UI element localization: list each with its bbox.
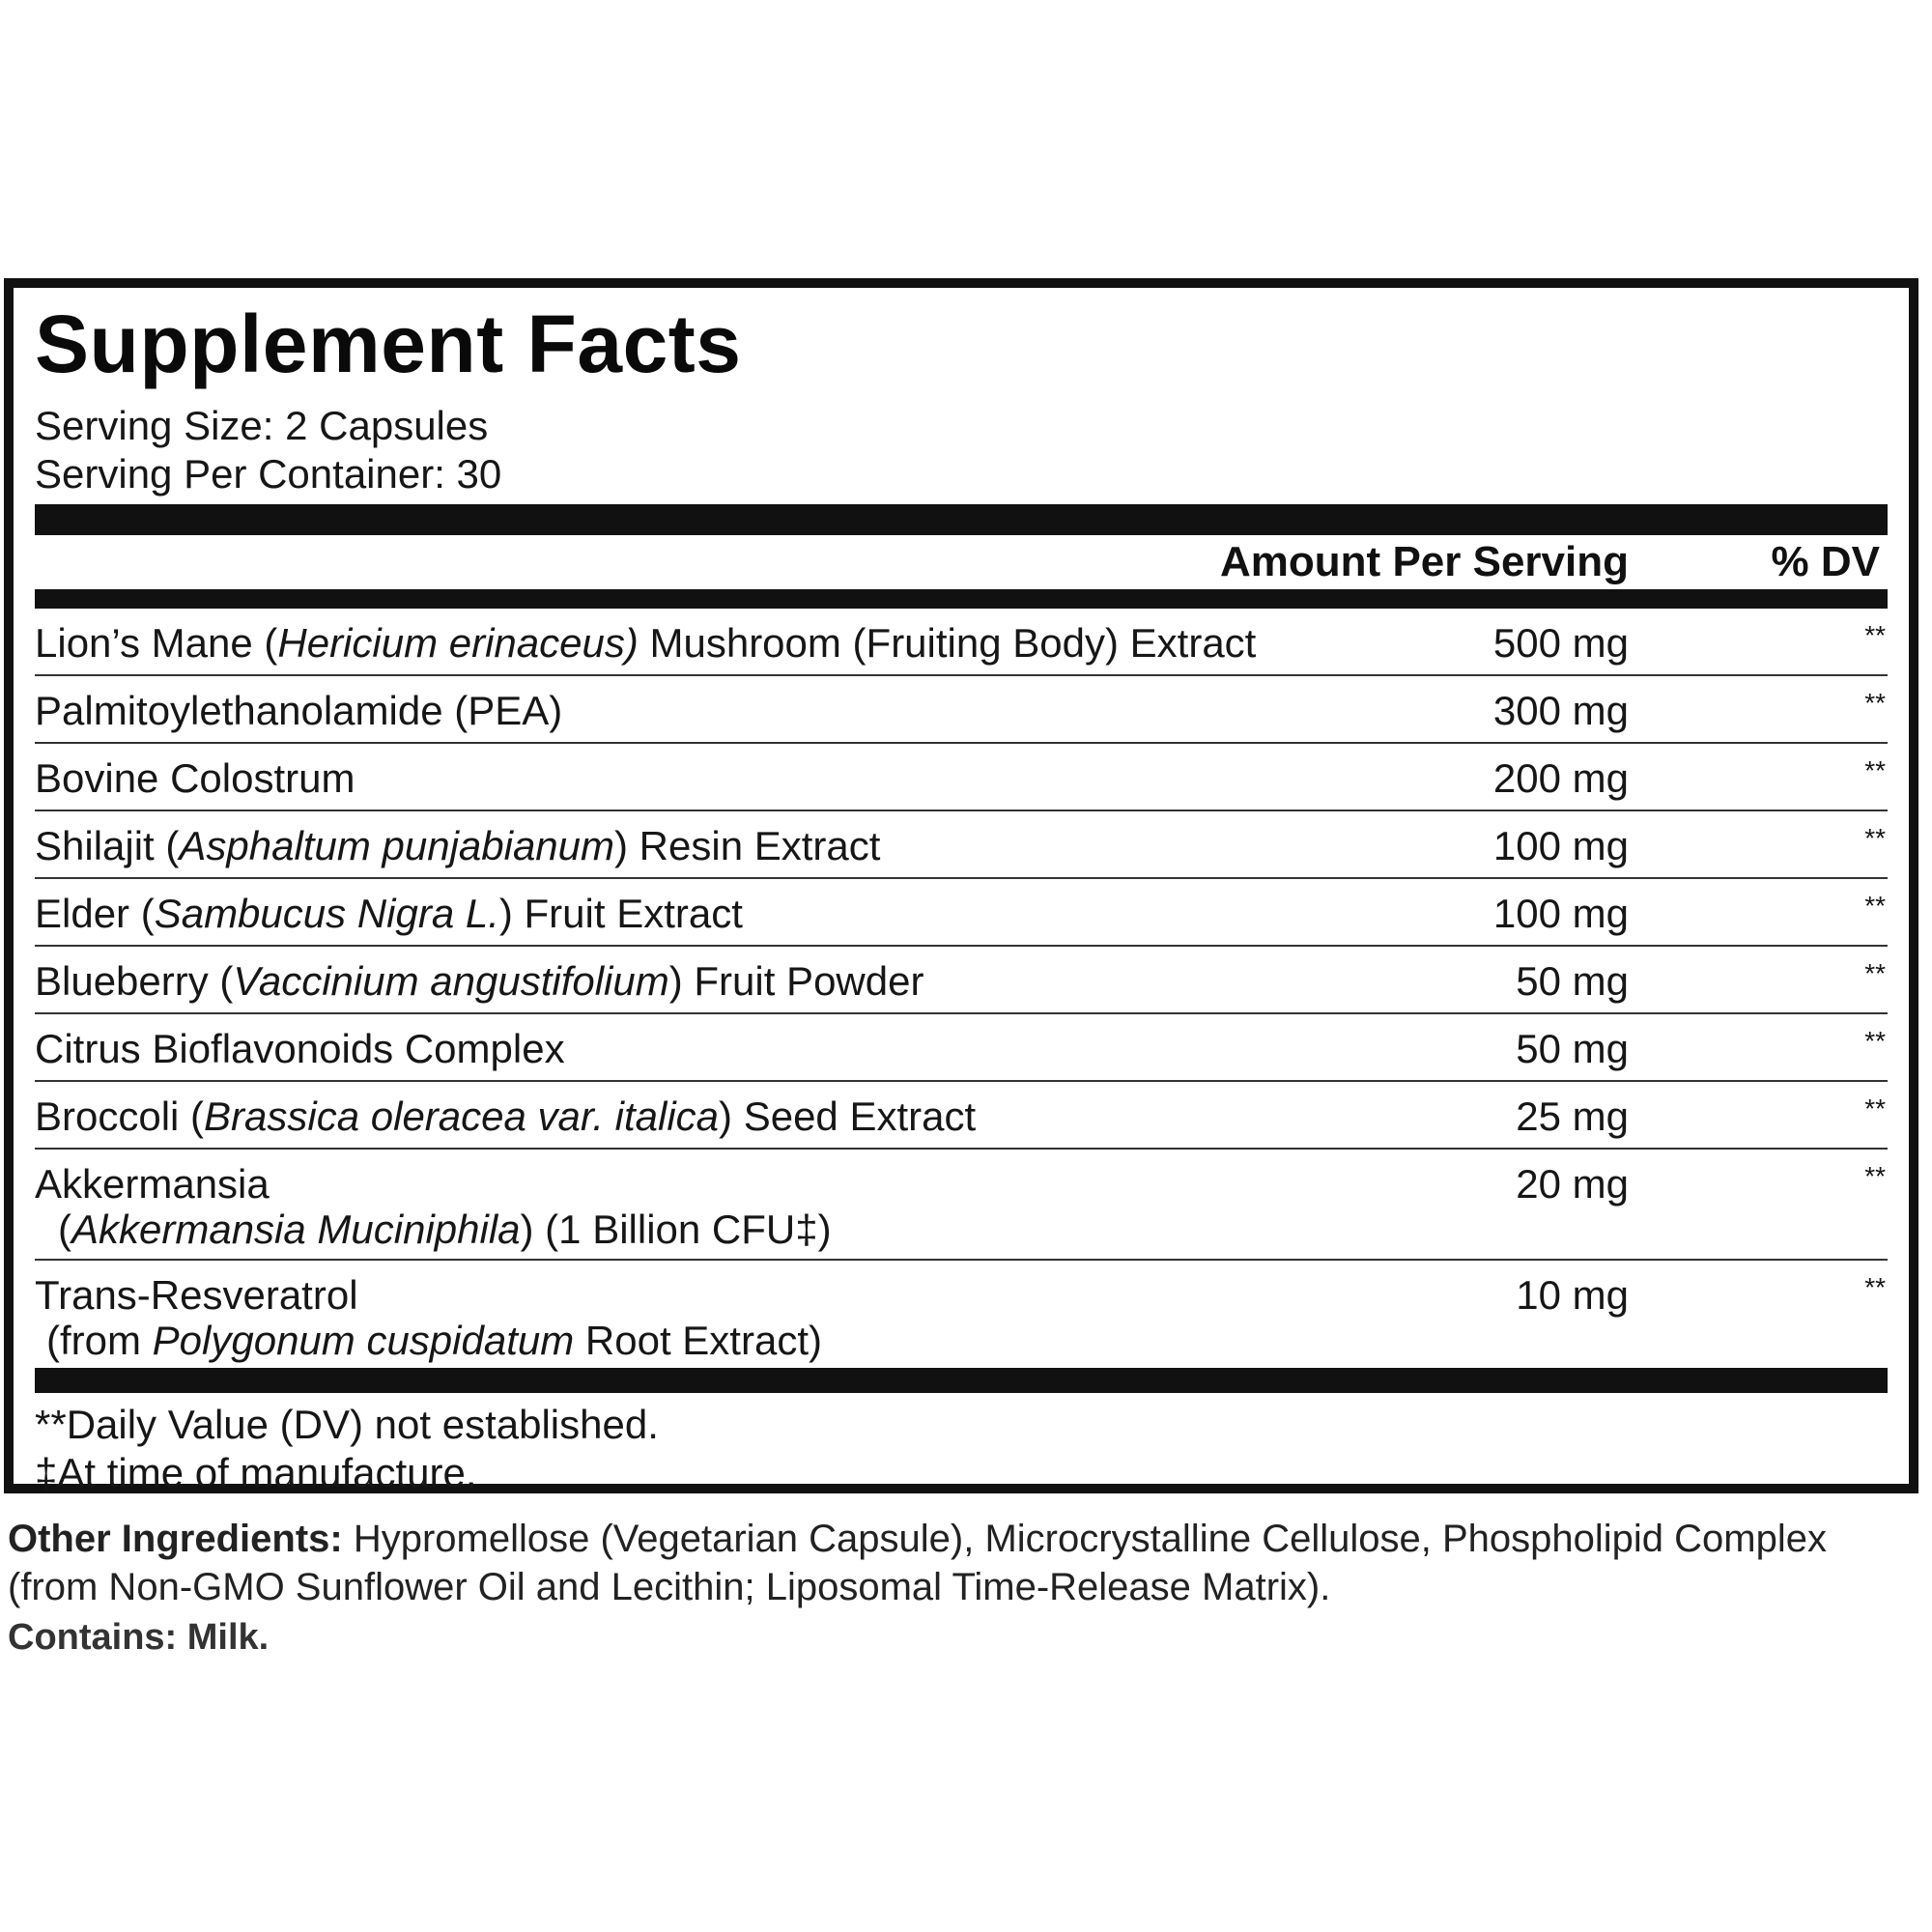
ingredient-name: Shilajit (Asphaltum punjabianum) Resin Extract [35,823,881,868]
ingredient-amount: 100 mg [1492,891,1629,936]
ingredient-name: Akkermansia (Akkermansia Muciniphila) (1 Billion CFU‡) [35,1161,832,1252]
ingredient-row [35,1082,1888,1150]
ingredient-name: Trans-Resveratrol (from Polygonum cuspidatum Root Extract) [35,1272,822,1363]
ingredient-amount: 25 mg [1516,1094,1629,1139]
ingredient-amount: 50 mg [1516,958,1629,1004]
ingredient-name: Broccoli (Brassica oleracea var. italica) Seed Extract [35,1094,977,1139]
ingredient-amount: 500 mg [1492,620,1629,666]
ingredient-amount: 200 mg [1492,755,1629,801]
other-ingredients [8,1515,1924,1611]
ingredient-dv: ** [1864,755,1886,785]
ingredient-name: Bovine Colostrum [35,755,355,801]
ingredient-row [35,744,1888,811]
ingredient-dv: ** [1864,1161,1886,1191]
ingredient-row [35,676,1888,744]
ingredient-name: Elder (Sambucus Nigra L.) Fruit Extract [35,891,743,936]
amount-per-serving-header: Amount Per Serving [1220,538,1629,585]
ingredient-dv: ** [1864,958,1886,988]
other-ingredients-label: Other Ingredients: [8,1518,343,1560]
cfu-footnote: ‡At time of manufacture. [35,1450,477,1495]
ingredient-amount: 50 mg [1516,1026,1629,1071]
ingredient-row [35,947,1888,1014]
divider-thick-bottom [35,1368,1888,1393]
ingredient-row [35,811,1888,879]
ingredient-dv: ** [1864,823,1886,853]
dv-header: % DV [1771,538,1880,585]
ingredient-dv: ** [1864,620,1886,650]
ingredient-name: Lion’s Mane (Hericium erinaceus) Mushroom (Fruiting Body) Extract [35,620,1257,666]
ingredient-dv: ** [1864,891,1886,921]
ingredient-row [35,609,1888,676]
ingredient-name: Palmitoylethanolamide (PEA) [35,688,563,733]
ingredient-name: Blueberry (Vaccinium angustifolium) Fruit Powder [35,958,924,1004]
ingredient-dv: ** [1864,1272,1886,1302]
other-ingredients-text: Hypromellose (Vegetarian Capsule), Microcrystalline Cellulose, Phospholipid Complex (from Non-GMO Sunflower Oil and Lecithin; Liposomal Time-Release Matrix). [8,1518,1827,1608]
ingredient-row [35,1014,1888,1082]
ingredient-row [35,1261,1888,1369]
ingredient-table [35,609,1888,1369]
dv-footnote: **Daily Value (DV) not established. [35,1402,659,1447]
ingredient-row [35,879,1888,947]
supplement-facts-panel [4,278,1918,1493]
ingredient-row [35,1150,1888,1261]
ingredient-amount: 10 mg [1516,1272,1629,1318]
divider-thick-top [35,504,1888,535]
allergen-statement: Contains: Milk. [8,1617,270,1658]
ingredient-dv: ** [1864,688,1886,718]
servings-per-container: Serving Per Container: 30 [35,451,502,497]
ingredient-dv: ** [1864,1094,1886,1123]
ingredient-amount: 100 mg [1492,823,1629,868]
ingredient-amount: 20 mg [1516,1161,1629,1207]
divider-header [35,589,1888,609]
ingredient-dv: ** [1864,1026,1886,1056]
serving-size: Serving Size: 2 Capsules [35,403,489,448]
ingredient-amount: 300 mg [1492,688,1629,733]
panel-title: Supplement Facts [35,298,742,389]
ingredient-name: Citrus Bioflavonoids Complex [35,1026,565,1071]
